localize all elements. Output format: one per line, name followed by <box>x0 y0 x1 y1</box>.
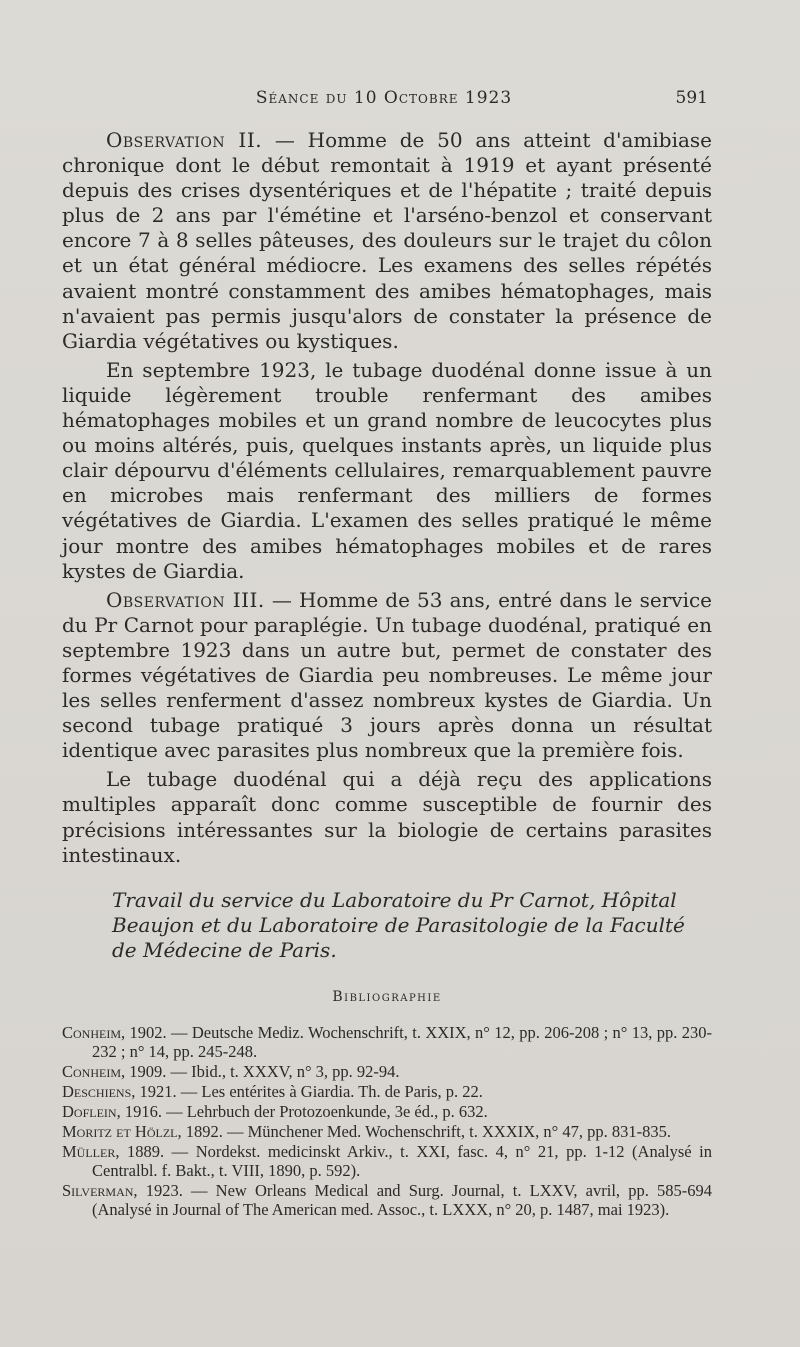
conclusion-paragraph <box>62 767 712 867</box>
entry-author: Doflein <box>62 1101 117 1121</box>
bibliography-entry <box>62 1023 712 1061</box>
bibliography-entry <box>62 1082 712 1101</box>
body-text <box>62 128 712 1220</box>
entry-author: Müller <box>62 1141 116 1161</box>
entry-author: Deschiens <box>62 1081 132 1101</box>
entry-text: , 1916. — Lehrbuch der Protozoenkunde, 3e éd., p. 632. <box>116 1101 488 1121</box>
bibliography-title: Bibliographie <box>332 988 442 1005</box>
bibliography-list <box>62 1023 712 1219</box>
observation-3-text: — Homme de 53 ans, entré dans le service du Pr Carnot pour paraplégie. Un tubage duodénal, pratiqué en septembre 1923 dans un autre but, permet de constater des formes végétatives de Giardia peu nombreuses. Le même jour les selles renferment d'assez nombreux kystes de Giardia. Un second tubage pratiqué 3 jours après donna un résultat identique avec parasites plus nombreux que la première fois. <box>62 587 713 763</box>
running-head-title: Séance du 10 Octobre 1923 <box>255 88 513 108</box>
page-number: 591 <box>675 88 708 108</box>
observation-3-paragraph <box>62 588 712 764</box>
bibliography-entry <box>62 1102 712 1121</box>
observation-2-continuation <box>62 358 712 584</box>
entry-text: , 1921. — Les entérites à Giardia. Th. de Paris, p. 22. <box>131 1081 483 1101</box>
entry-author: Silverman <box>62 1180 134 1200</box>
bibliography-entry <box>62 1062 712 1081</box>
observation-2-text: — Homme de 50 ans atteint d'amibiase chronique dont le début remontait à 1919 et ayant présenté depuis des crises dysentériques et de l'hépatite ; traité depuis plus de 2 ans par l'émétine et l'arséno-benzol et conservant encore 7 à 8 selles pâteuses, des douleurs sur le trajet du côlon et un état général médiocre. Les examens des selles répétés avaient montré constamment des amibes hématophages, mais n'avaient pas permis jusqu'alors de constater la présence de Giardia végétatives ou kystiques. <box>62 128 712 353</box>
entry-author: Moritz et Hölzl <box>62 1121 178 1141</box>
observation-2-label: Observation II. <box>106 128 263 152</box>
bibliography-entry <box>62 1181 712 1219</box>
running-head <box>60 88 708 112</box>
observation-2-paragraph <box>62 128 712 354</box>
entry-text: , 1909. — Ibid., t. XXXV, n° 3, pp. 92-94. <box>121 1061 400 1081</box>
entry-text: , 1889. — Nordekst. medicinskt Arkiv., t. XXI, fasc. 4, n° 21, pp. 1-12 (Analysé in Centralbl. f. Bakt., t. VIII, 1890, p. 592). <box>92 1141 712 1180</box>
entry-author: Conheim <box>62 1022 121 1042</box>
entry-author: Conheim <box>62 1061 121 1081</box>
bibliography-entry <box>62 1122 712 1141</box>
entry-text: , 1923. — New Orleans Medical and Surg. Journal, t. LXXV, avril, pp. 585-694 (Analysé in Journal of The American med. Assoc., t. LXXX, n° 20, p. 1487, mai 1923). <box>92 1180 712 1219</box>
conclusion-text: Le tubage duodénal qui a déjà reçu des applications multiples apparaît donc comme susceptible de fournir des précisions intéressantes sur la biologie de certains parasites intestinaux. <box>62 767 712 867</box>
credit-line: Travail du service du Laboratoire du Pr Carnot, Hôpital Beaujon et du Laboratoire de Parasitologie de la Faculté de Médecine de Paris. <box>112 887 685 962</box>
entry-text: , 1892. — Münchener Med. Wochenschrift, t. XXXIX, n° 47, pp. 831-835. <box>177 1121 671 1141</box>
observation-2-continuation-text: En septembre 1923, le tubage duodénal donne issue à un liquide légèrement trouble renfermant des amibes hématophages mobiles et un grand nombre de leucocytes plus ou moins altérés, puis, quelques instants après, un liquide plus clair dépourvu d'éléments cellulaires, remarquablement pauvre en microbes mais renfermant des milliers de formes végétatives de Giardia. L'examen des selles pratiqué le même jour montre des amibes hématophages mobiles et de rares kystes de Giardia. <box>62 357 712 583</box>
entry-text: , 1902. — Deutsche Mediz. Wochenschrift, t. XXIX, n° 12, pp. 206-208 ; n° 13, pp. 230-232 ; n° 14, pp. 245-248. <box>92 1022 712 1061</box>
bibliography-entry <box>62 1142 712 1180</box>
observation-3-label: Observation III. <box>106 587 265 612</box>
